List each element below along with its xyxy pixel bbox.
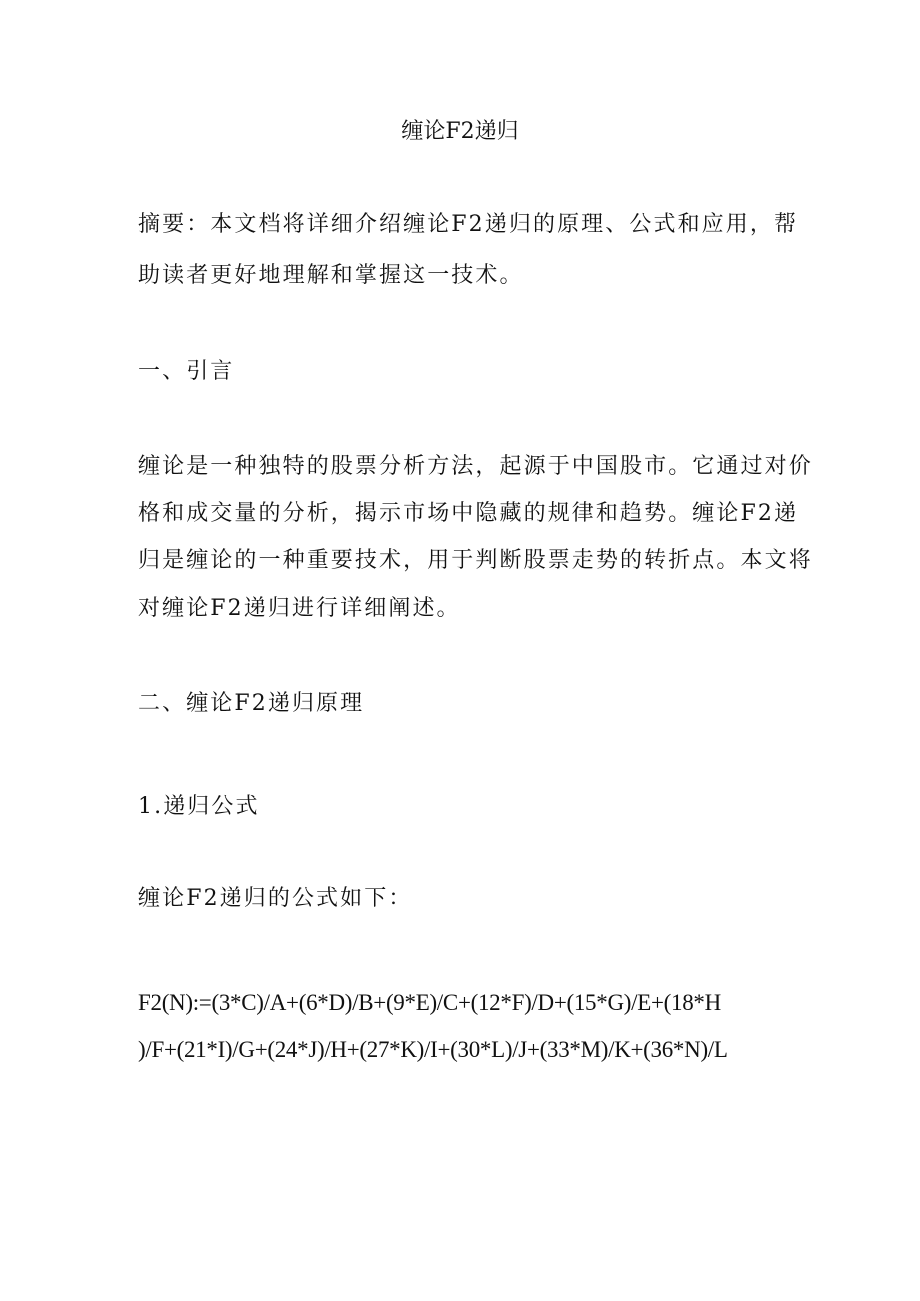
abstract-line-2: 助读者更好地理解和掌握这一技术。 [138, 263, 524, 288]
formula-intro-text: 缠论F2递归的公式如下： [138, 886, 413, 911]
formula-line-1: F2(N):=(3*C)/A+(6*D)/B+(9*E)/C+(12*F)/D+(15*G)/E+(18*H [138, 990, 721, 1015]
document-title: 缠论F2递归 [401, 119, 519, 144]
formula-line-2: )/F+(21*I)/G+(24*J)/H+(27*K)/I+(30*L)/J+(33*M)/K+(36*N)/L [138, 1037, 728, 1062]
intro-paragraph-line-4: 对缠论F2递归进行详细阐述。 [138, 596, 461, 621]
intro-paragraph-line-3: 归是缠论的一种重要技术，用于判断股票走势的转折点。本文将 [138, 548, 813, 573]
section-heading-principle: 二、缠论F2递归原理 [138, 691, 365, 716]
intro-paragraph-line-1: 缠论是一种独特的股票分析方法，起源于中国股市。它通过对价 [138, 454, 813, 479]
abstract-line-1: 摘要：本文档将详细介绍缠论F2递归的原理、公式和应用，帮 [138, 212, 799, 237]
intro-paragraph-line-2: 格和成交量的分析，揭示市场中隐藏的规律和趋势。缠论F2递 [138, 501, 799, 526]
section-heading-introduction: 一、引言 [138, 359, 235, 384]
subsection-heading-formula: 1.递归公式 [138, 794, 260, 819]
